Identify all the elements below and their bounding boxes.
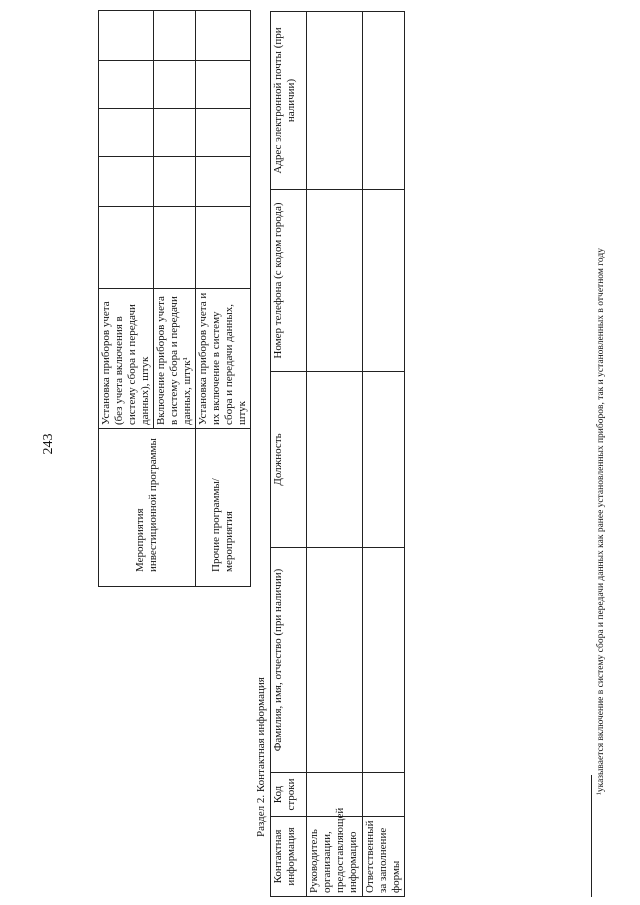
input-cell[interactable] [363,548,405,773]
row-label-head: Руководитель организации, предоставляющей информацию [307,817,363,897]
item-label: Установка приборов учета (без учета включения в систему сбора и передачи данных), штук [99,289,154,429]
input-cell[interactable] [363,372,405,548]
value-cell[interactable] [99,11,154,61]
value-cell[interactable] [99,109,154,157]
footnote: ¹указывается включение в систему сбора и передачи данных как ранее установленных приборов, так и установленных в отчетном году [596,248,606,795]
group-label-other: Прочие программы/мероприятия [196,429,251,587]
group-label-investment: Мероприятия инвестиционной программы [99,429,196,587]
value-cell[interactable] [99,207,154,289]
contact-table [270,11,405,897]
row-label-responsible: Ответственный за заполнение формы [363,817,405,897]
input-cell[interactable] [363,773,405,817]
value-cell[interactable] [154,109,196,157]
header-phone: Номер телефона (с кодом города) [271,190,307,372]
input-cell[interactable] [307,12,363,190]
table-row [99,11,154,587]
header-row-code: Код строки [271,773,307,817]
page-number: 243 [41,433,56,455]
input-cell[interactable] [363,12,405,190]
input-cell[interactable] [307,372,363,548]
item-label: Включение приборов учета в систему сбора и передачи данных, штук¹ [154,289,196,429]
indicators-table [98,10,251,587]
header-email: Адрес электронной почты (при наличии) [271,12,307,190]
section-title: Раздел 2. Контактная информация [255,677,267,837]
table-row [196,11,251,587]
input-cell[interactable] [363,190,405,372]
value-cell[interactable] [99,61,154,109]
header-full-name: Фамилия, имя, отчество (при наличии) [271,548,307,773]
value-cell[interactable] [196,157,251,207]
value-cell[interactable] [154,157,196,207]
item-label: Установка приборов учета и их включение в систему сбора и передачи данных, штук [196,289,251,429]
value-cell[interactable] [196,11,251,61]
value-cell[interactable] [196,61,251,109]
value-cell[interactable] [154,11,196,61]
table-header-row [271,12,307,897]
input-cell[interactable] [307,548,363,773]
table-row [363,12,405,897]
header-contact-info: Контактная информация [271,817,307,897]
header-position: Должность [271,372,307,548]
value-cell[interactable] [196,109,251,157]
table-row [307,12,363,897]
value-cell[interactable] [154,61,196,109]
footnote-divider [591,775,592,897]
input-cell[interactable] [307,190,363,372]
value-cell[interactable] [154,207,196,289]
value-cell[interactable] [196,207,251,289]
value-cell[interactable] [99,157,154,207]
